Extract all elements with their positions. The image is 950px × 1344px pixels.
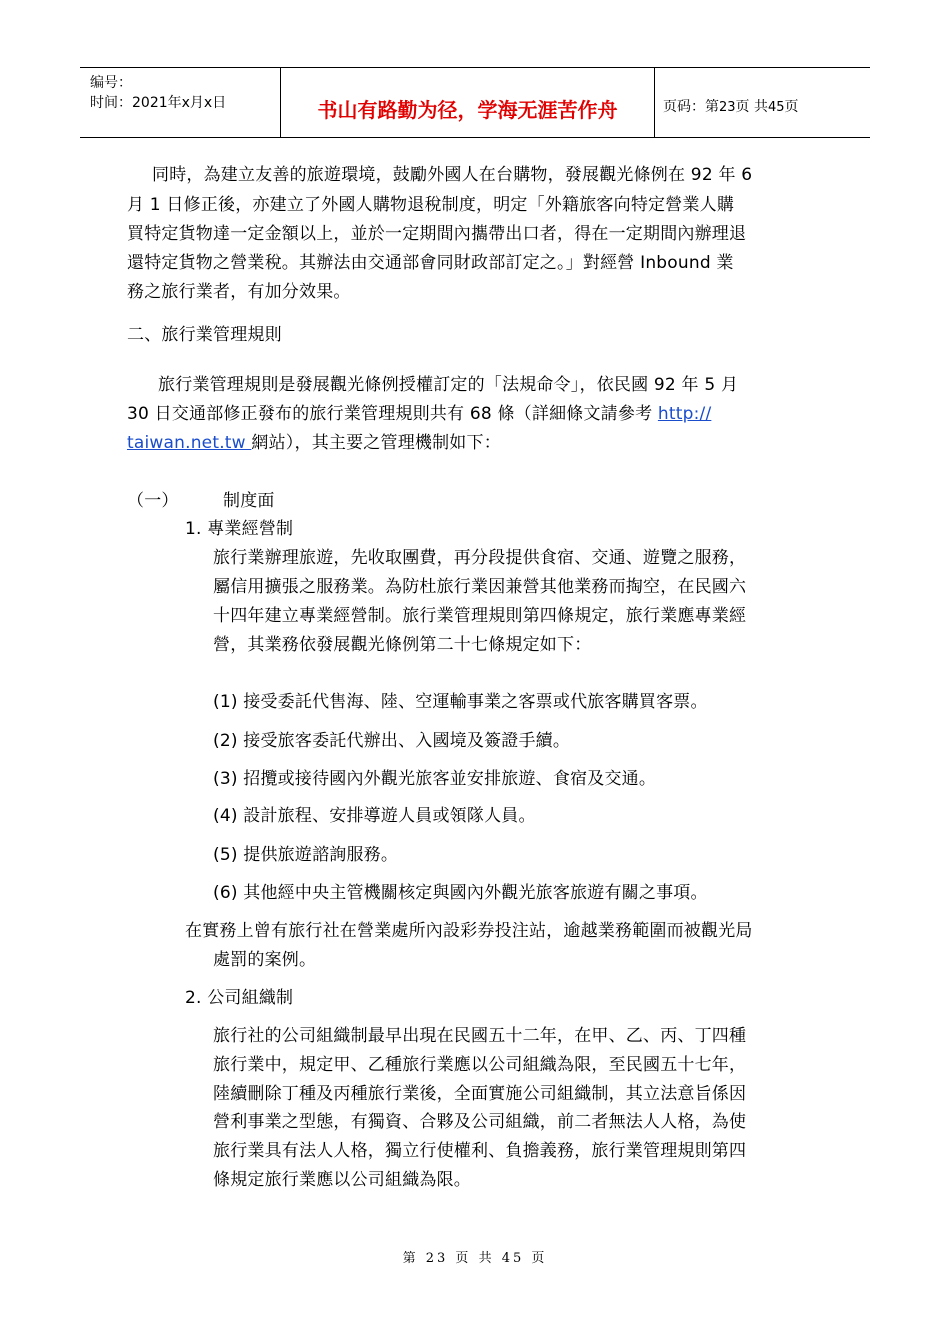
paragraph-line: 買特定貨物達一定金額以上，並於一定期間內攜帶出口者，得在一定期間內辦理退 bbox=[127, 224, 747, 244]
page-prefix: 页码：第 bbox=[663, 99, 719, 115]
paragraph-line: 務之旅行業者，有加分效果。 bbox=[127, 282, 351, 302]
list-item: (5) 提供旅遊諮詢服務。 bbox=[213, 845, 399, 865]
paragraph-line: 旅行業辦理旅遊，先收取團費，再分段提供食宿、交通、遊覽之服務， bbox=[213, 548, 747, 568]
paragraph-line: 處罰的案例。 bbox=[213, 950, 317, 970]
header-page-cell bbox=[655, 68, 870, 137]
list-item: (3) 招攬或接待國內外觀光旅客並安排旅遊、食宿及交通。 bbox=[213, 769, 657, 789]
time-label: 时间：2021年x月x日 bbox=[90, 95, 227, 111]
paragraph-line: 屬信用擴張之服務業。為防杜旅行業因兼營其他業務而掏空，在民國六 bbox=[213, 577, 747, 597]
paragraph-line: 旅行業具有法人人格，獨立行使權利、負擔義務，旅行業管理規則第四 bbox=[213, 1141, 747, 1161]
header-motto-cell bbox=[281, 68, 655, 137]
paragraph-line: 陸續刪除丁種及丙種旅行業後，全面實施公司組織制，其立法意旨係因 bbox=[213, 1084, 747, 1104]
paragraph-text: 網站），其主要之管理機制如下： bbox=[251, 433, 501, 453]
motto: 书山有路勤为径，学海无涯苦作舟 bbox=[317, 98, 618, 122]
paragraph-line: 營，其業務依發展觀光條例第二十七條規定如下： bbox=[213, 635, 592, 655]
item-title: 1. 專業經營制 bbox=[185, 519, 294, 539]
header-meta-cell bbox=[80, 68, 281, 137]
list-item: (1) 接受委託代售海、陸、空運輸事業之客票或代旅客購買客票。 bbox=[213, 692, 708, 712]
list-item: (2) 接受旅客委託代辦出、入國境及簽證手續。 bbox=[213, 731, 571, 751]
page-indicator bbox=[663, 96, 799, 116]
item-title: 2. 公司組織制 bbox=[185, 988, 294, 1008]
paragraph-text: 30 日交通部修正發布的旅行業管理規則共有 68 條（詳細條文請參考 bbox=[127, 404, 658, 424]
paragraph-line: 旅行社的公司組織制最早出現在民國五十二年，在甲、乙、丙、丁四種 bbox=[213, 1026, 747, 1046]
paragraph-line: 同時，為建立友善的旅遊環境，鼓勵外國人在台購物，發展觀光條例在 92 年 6 bbox=[152, 165, 753, 185]
paragraph-line: 旅行業中，規定甲、乙種旅行業應以公司組織為限，至民國五十七年， bbox=[213, 1055, 747, 1075]
list-item: (4) 設計旅程、安排導遊人員或領隊人員。 bbox=[213, 806, 536, 826]
page-suffix: 页 bbox=[784, 99, 799, 115]
page-footer: 第 23 页 共 45 页 bbox=[402, 1251, 548, 1266]
list-item: (6) 其他經中央主管機關核定與國內外觀光旅客旅遊有關之事項。 bbox=[213, 883, 708, 903]
paragraph-line bbox=[127, 402, 711, 426]
section-title: 二、旅行業管理規則 bbox=[127, 325, 282, 345]
paragraph-line: 旅行業管理規則是發展觀光條例授權訂定的「法規命令」，依民國 92 年 5 月 bbox=[158, 375, 739, 395]
paragraph-line: 還特定貨物之營業稅。其辦法由交通部會同財政部訂定之。」對經營 Inbound 業 bbox=[127, 253, 734, 273]
paragraph-line: 十四年建立專業經營制。旅行業管理規則第四條規定，旅行業應專業經 bbox=[213, 606, 747, 626]
paragraph-line bbox=[127, 431, 501, 455]
subsection-title: 制度面 bbox=[223, 491, 275, 511]
website-link[interactable]: http:// bbox=[657, 404, 712, 424]
page-header bbox=[80, 67, 870, 138]
paragraph-line: 月 1 日修正後，亦建立了外國人購物退稅制度，明定「外籍旅客向特定營業人購 bbox=[127, 195, 735, 215]
page-current: 23 bbox=[719, 100, 736, 115]
paragraph-line: 在實務上曾有旅行社在營業處所內設彩券投注站，逾越業務範圍而被觀光局 bbox=[185, 921, 753, 941]
subsection-number: （一） bbox=[127, 491, 179, 511]
website-link-continued[interactable]: taiwan.net.tw bbox=[127, 433, 252, 453]
number-label: 编号： bbox=[90, 75, 132, 91]
paragraph-line: 營利事業之型態，有獨資、合夥及公司組織，前二者無法人人格，為使 bbox=[213, 1112, 747, 1132]
page-mid: 页 共 bbox=[735, 99, 768, 115]
page-total: 45 bbox=[768, 100, 785, 115]
paragraph-line: 條規定旅行業應以公司組織為限。 bbox=[213, 1170, 471, 1190]
